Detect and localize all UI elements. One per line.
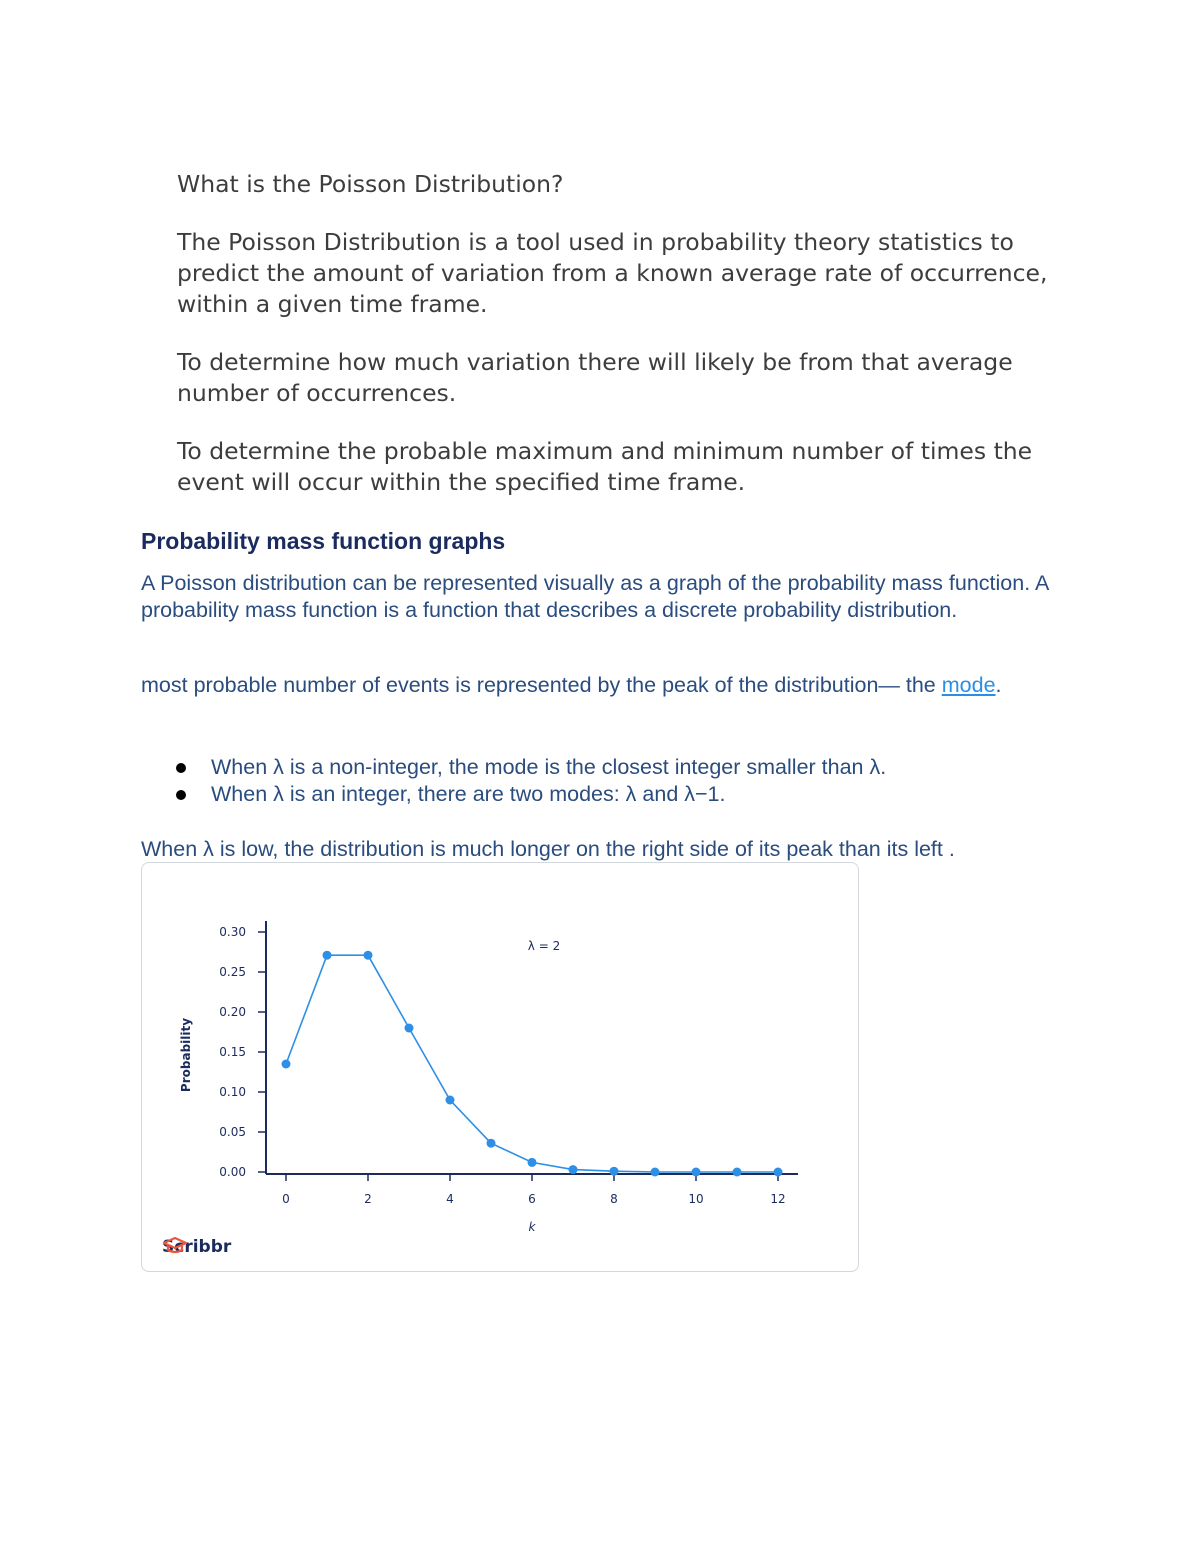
data-point [323,951,332,960]
logo-text: Scribbr [162,1237,232,1257]
data-point [774,1168,783,1177]
data-point [692,1168,701,1177]
y-tick-label: 0.15 [219,1045,246,1059]
data-point [487,1139,496,1148]
mode-text-end: . [995,673,1002,697]
x-tick-label: 4 [446,1192,454,1206]
x-tick-label: 12 [770,1192,786,1206]
x-tick-label: 0 [282,1192,290,1206]
series-line [286,955,778,1172]
y-tick-label: 0.10 [219,1085,246,1099]
graduation-cap-icon [162,1237,188,1255]
intro-paragraph: The Poisson Distribution is a tool used in probability theory statistics to predict the amount of variation from a known average rate of occurrence, within a given time frame. [177,228,1048,318]
data-point [446,1096,455,1105]
data-point [405,1024,414,1033]
intro-title: What is the Poisson Distribution? [177,170,564,198]
bullet-text: When λ is a non-integer, the mode is the closest integer smaller than λ. [211,755,887,779]
bullet-text: When λ is an integer, there are two modes: λ and λ−1. [211,782,726,806]
x-tick-label: 8 [610,1192,618,1206]
mode-bullet-list [141,754,1041,808]
intro-paragraph: To determine the probable maximum and minimum number of times the event will occur within the specified time frame. [177,437,1033,496]
data-point [610,1167,619,1176]
pmf-description: A Poisson distribution can be represented visually as a graph of the probability mass function. A probability mass function is a function that describes a discrete probability distribution. [141,571,1049,622]
x-axis-label: k [528,1220,536,1234]
x-tick-label: 6 [528,1192,536,1206]
scribbr-logo [162,1237,231,1257]
x-tick-label: 2 [364,1192,372,1206]
mode-link[interactable]: mode [941,673,996,697]
y-tick-label: 0.25 [219,965,246,979]
low-lambda-description: When λ is low, the distribution is much longer on the right side of its peak than its left . [141,837,955,861]
y-tick-label: 0.30 [219,925,246,939]
mode-text: most probable number of events is represented by the peak of the distribution— the [141,673,942,697]
data-point [569,1165,578,1174]
y-tick-label: 0.00 [219,1165,246,1179]
section-heading: Probability mass function graphs [141,528,506,554]
y-axis-label: Probability [179,1017,193,1093]
bullet-icon [176,790,186,800]
list-item [141,754,1041,781]
data-point [364,951,373,960]
x-tick-label: 10 [688,1192,704,1206]
mode-description [141,672,1061,699]
poisson-pmf-chart [142,863,858,1271]
y-tick-label: 0.05 [219,1125,246,1139]
list-item [141,781,1041,808]
data-point [733,1168,742,1177]
poisson-chart-figure [141,862,859,1272]
intro-paragraph: To determine how much variation there will likely be from that average number of occurrences. [177,348,1013,407]
bullet-icon [176,763,186,773]
lambda-annotation: λ = 2 [527,939,561,953]
data-point [282,1060,291,1069]
y-tick-label: 0.20 [219,1005,246,1019]
data-point [528,1158,537,1167]
data-point [651,1168,660,1177]
